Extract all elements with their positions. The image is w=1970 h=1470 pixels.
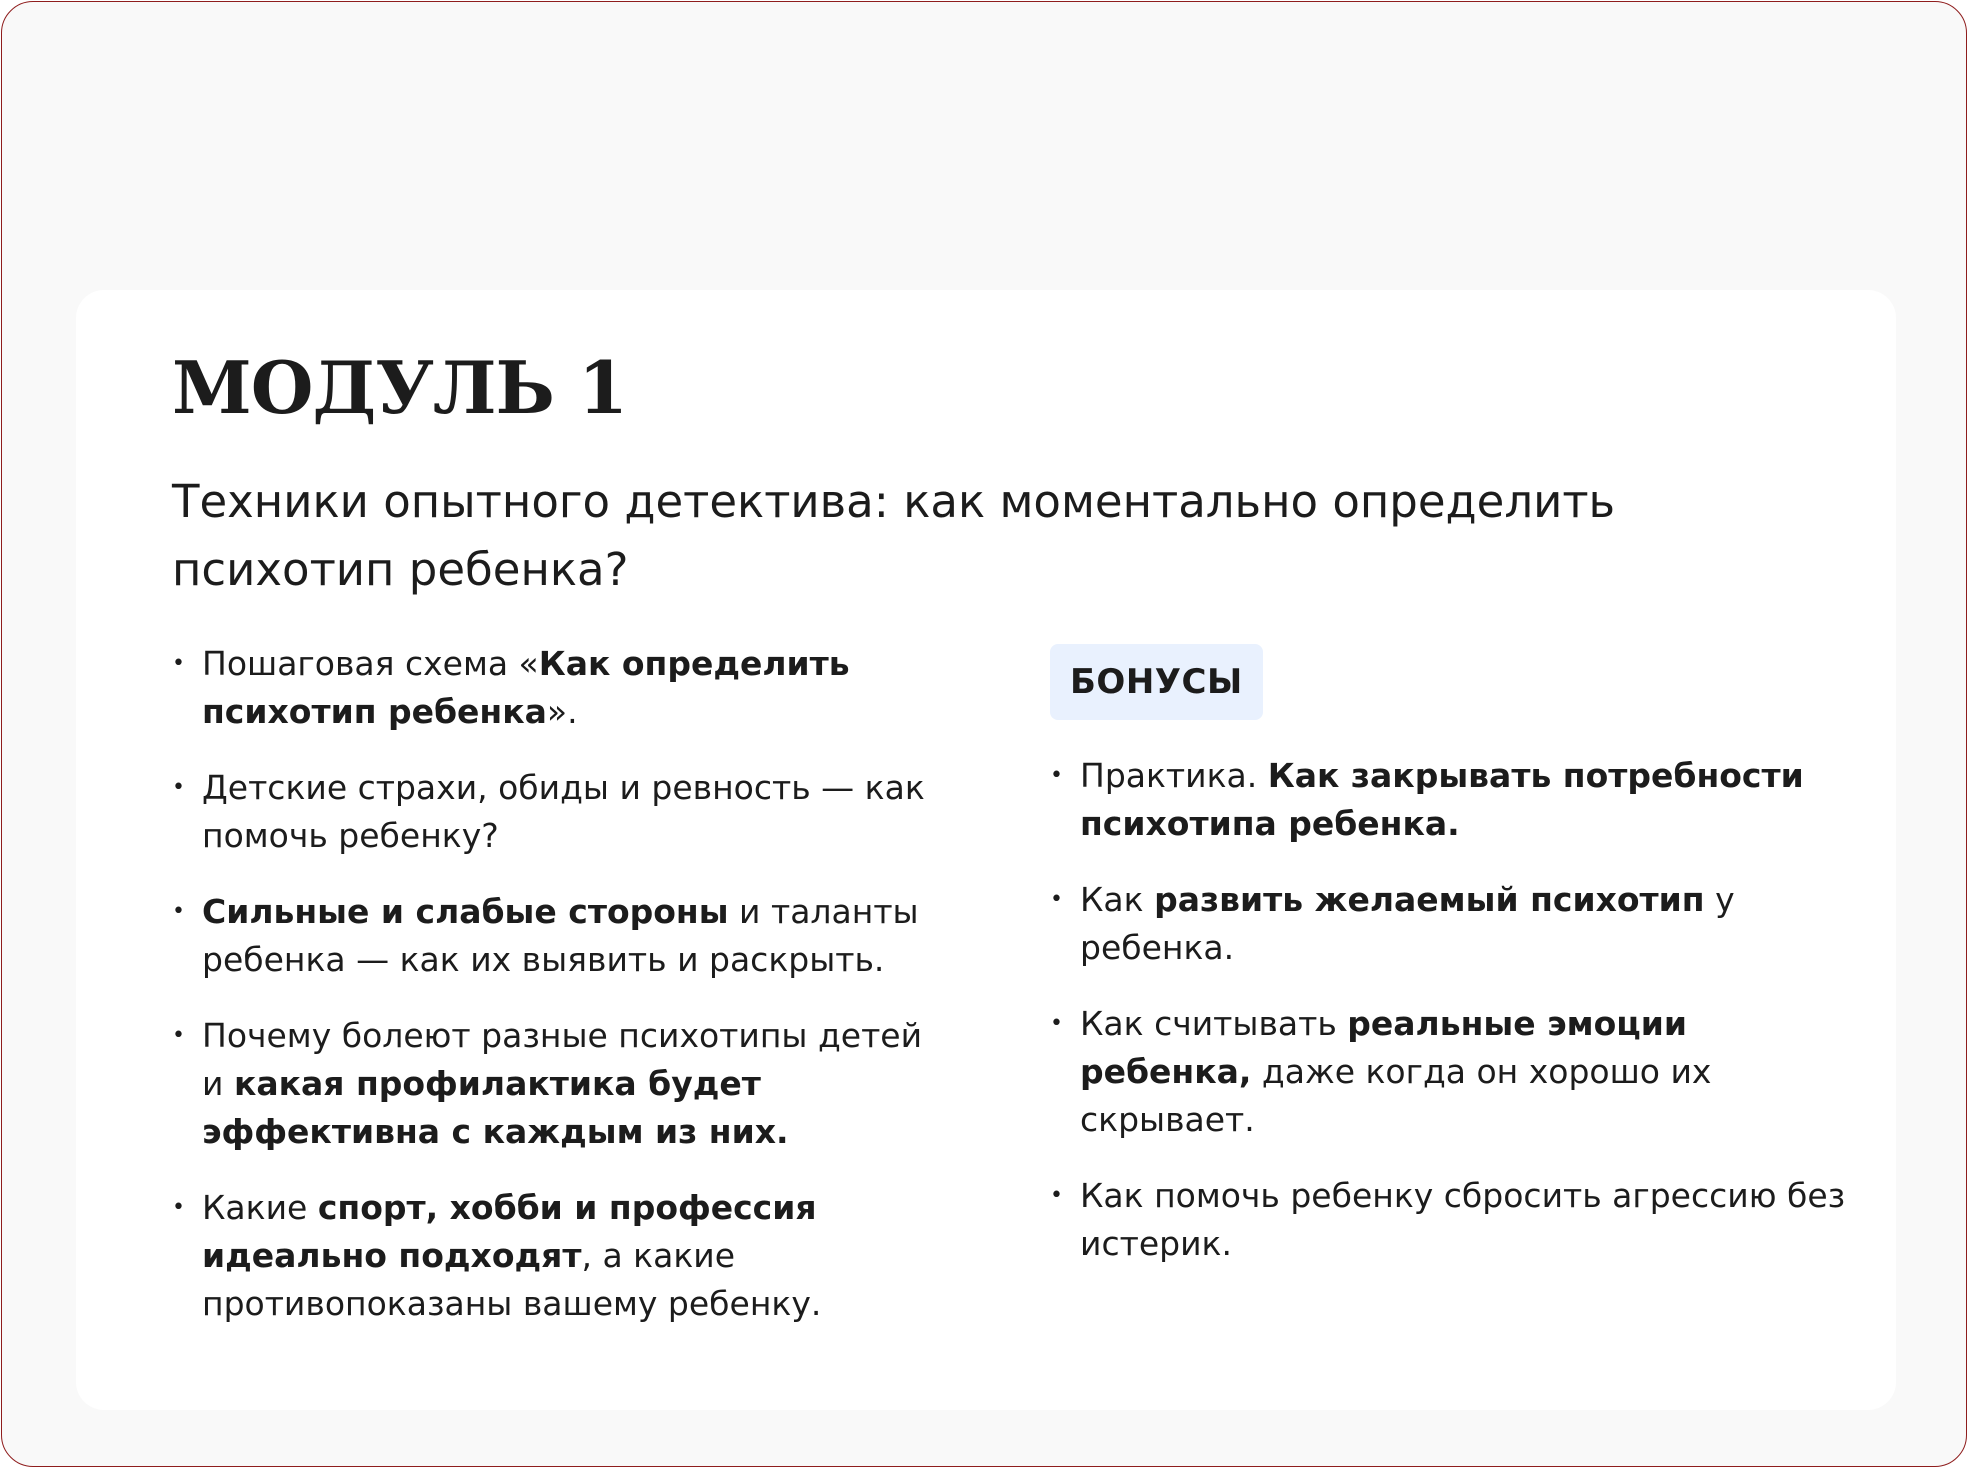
list-item — [172, 764, 932, 860]
item-bold-text: спорт, хобби и профессия идеально подходят — [202, 1188, 817, 1275]
list-item — [1050, 1000, 1850, 1144]
list-item — [1050, 752, 1850, 848]
topics-column — [172, 640, 932, 1356]
item-bold-text: Как определить психотип ребенка — [202, 644, 850, 731]
item-text: Детские страхи, обиды и ревность — как помочь ребенку? — [202, 768, 925, 855]
item-text: ». — [546, 692, 578, 731]
list-item — [172, 1184, 932, 1328]
item-text: и таланты ребенка — как их выявить и раскрыть. — [202, 892, 919, 979]
list-item — [172, 1012, 932, 1156]
item-text: , а какие противопоказаны вашему ребенку. — [202, 1236, 822, 1323]
list-item — [1050, 876, 1850, 972]
item-text: Какие — [202, 1188, 318, 1227]
module-subtitle: Техники опытного детектива: как моментально определить психотип ребенка? — [172, 475, 1616, 596]
page-frame — [1, 1, 1967, 1467]
list-item — [1050, 1172, 1850, 1268]
item-text: у ребенка. — [1080, 880, 1735, 967]
topics-list — [172, 640, 932, 1328]
item-bold-text: развить желаемый психотип — [1154, 880, 1705, 919]
item-text: Как — [1080, 880, 1155, 919]
item-text: даже когда он хорошо их скрывает. — [1080, 1052, 1712, 1139]
bonus-badge: БОНУСЫ — [1050, 644, 1263, 720]
item-text: Почему болеют разные психотипы детей и — [202, 1016, 923, 1103]
item-bold-text: какая профилактика будет эффективна с каждым из них. — [202, 1064, 789, 1151]
bonus-column — [1050, 644, 1850, 1296]
module-card — [76, 290, 1896, 1410]
item-bold-text: реальные эмоции ребенка, — [1080, 1004, 1688, 1091]
item-text: Практика. — [1080, 756, 1268, 795]
item-text: Пошаговая схема « — [202, 644, 539, 683]
bonus-list — [1050, 752, 1850, 1268]
item-bold-text: Сильные и слабые стороны — [202, 892, 729, 931]
item-text: Как считывать — [1080, 1004, 1348, 1043]
list-item — [172, 888, 932, 984]
item-bold-text: Как закрывать потребности психотипа ребенка. — [1080, 756, 1804, 843]
item-text: Как помочь ребенку сбросить агрессию без истерик. — [1080, 1176, 1846, 1263]
list-item — [172, 640, 932, 736]
module-title: МОДУЛЬ 1 — [172, 345, 628, 430]
